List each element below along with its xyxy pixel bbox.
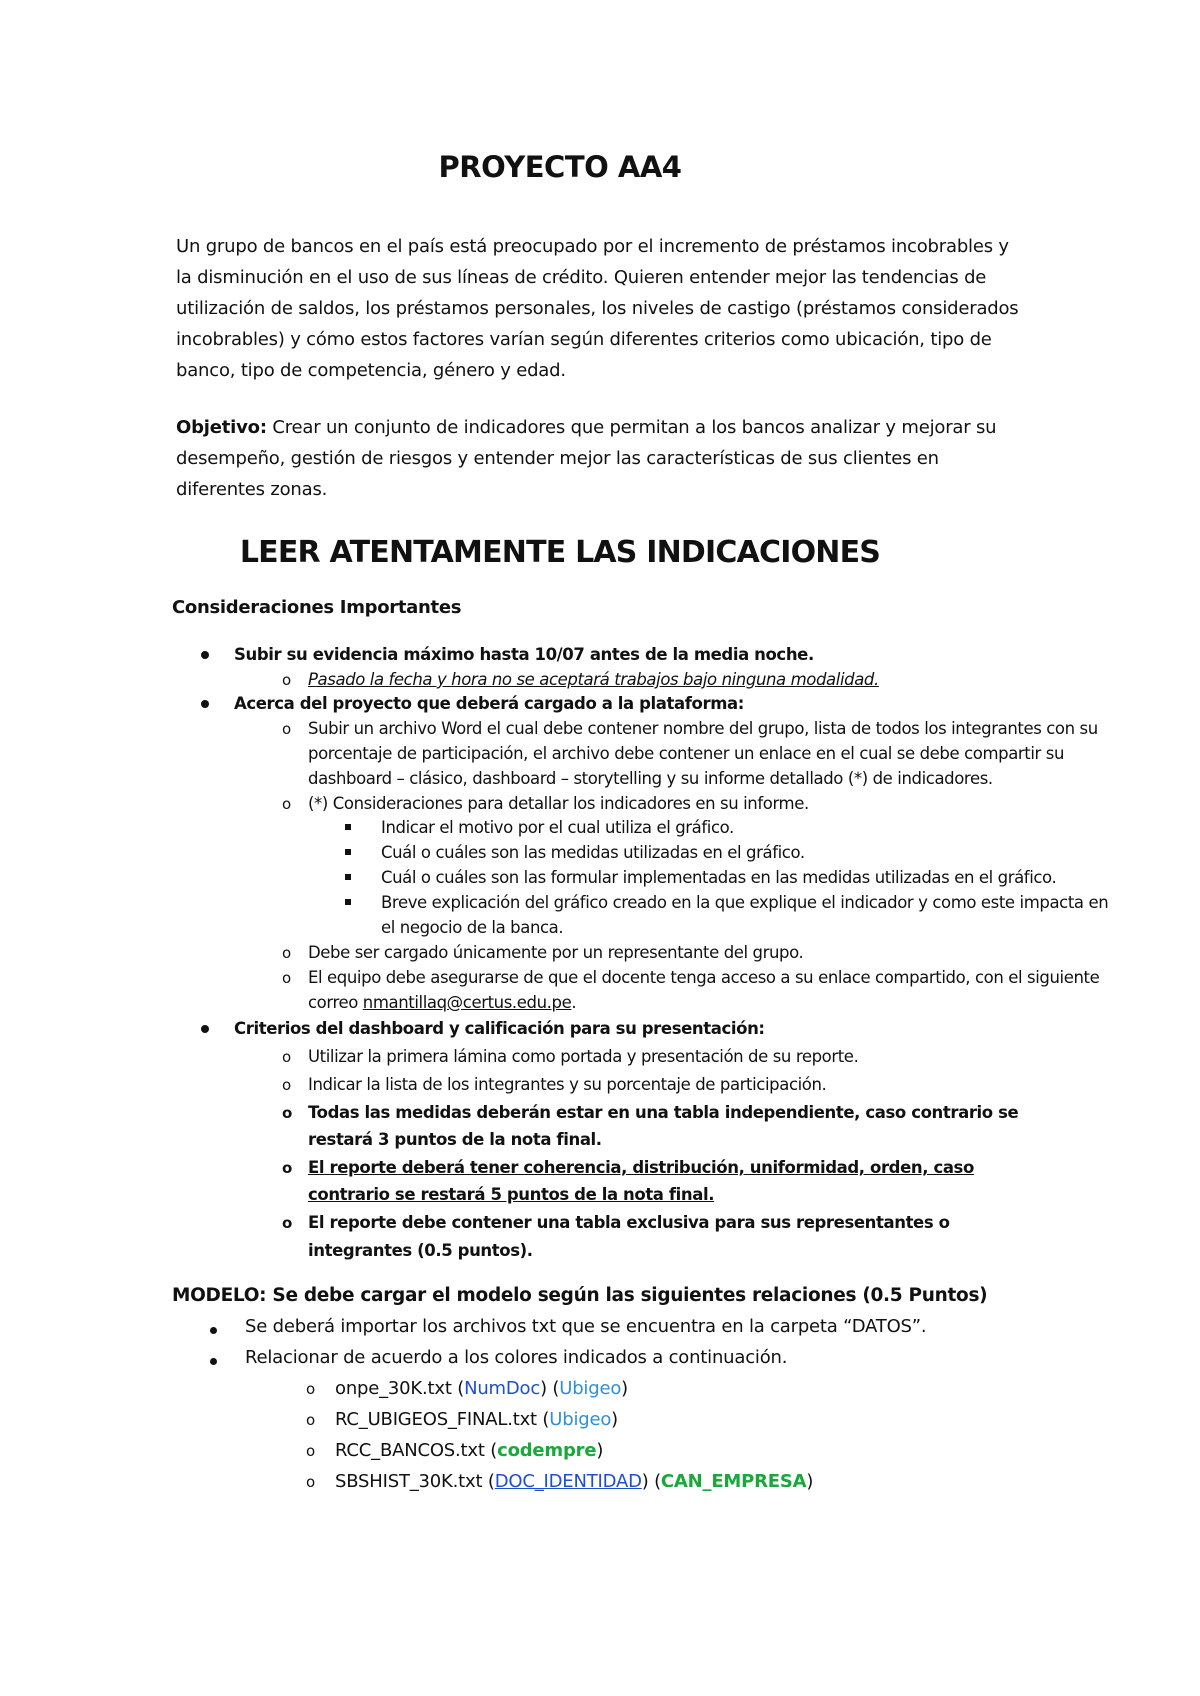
key-field: CAN_EMPRESA <box>660 1471 807 1492</box>
list-item: El equipo debe asegurarse de que el docente tenga acceso a su enlace compartido, con el siguiente <box>308 968 1100 987</box>
key-field: codempre <box>497 1440 597 1461</box>
circle-bullet-icon: o <box>282 969 291 987</box>
circle-bullet-icon: o <box>282 1104 292 1122</box>
list-item: Todas las medidas deberán estar en una tabla independiente, caso contrario se <box>308 1103 1019 1122</box>
file-name: onpe_30K.txt <box>335 1378 452 1399</box>
page-title: PROYECTO AA4 <box>438 150 682 184</box>
list-item: el negocio de la banca. <box>381 918 564 937</box>
list-item: integrantes (0.5 puntos). <box>308 1241 533 1260</box>
email-suffix: . <box>571 993 577 1012</box>
objective-paragraph <box>176 412 1056 505</box>
circle-bullet-icon: o <box>282 1048 291 1066</box>
intro-line: la disminución en el uso de sus líneas de crédito. Quieren entender mejor las tendencias de <box>176 267 987 288</box>
square-bullet-icon <box>345 849 351 855</box>
list-item: Acerca del proyecto que deberá cargado a la plataforma: <box>234 694 744 713</box>
modelo-title: MODELO: Se debe cargar el modelo según las siguientes relaciones (0.5 Puntos) <box>172 1285 988 1306</box>
key-field: DOC_IDENTIDAD <box>494 1471 642 1492</box>
list-item: Subir su evidencia máximo hasta 10/07 antes de la media noche. <box>234 645 814 664</box>
circle-bullet-icon: o <box>282 1214 292 1232</box>
circle-bullet-icon: o <box>282 1076 291 1094</box>
bullet-icon <box>201 651 209 659</box>
bullet-icon <box>201 700 209 708</box>
circle-bullet-icon: o <box>282 671 291 689</box>
email-prefix: correo <box>308 993 363 1012</box>
bullet-icon <box>210 1327 217 1334</box>
file-item: RC_UBIGEOS_FINAL.txt (Ubigeo) <box>335 1409 618 1430</box>
list-item: Criterios del dashboard y calificación para su presentación: <box>234 1019 765 1038</box>
bullet-icon <box>210 1358 217 1365</box>
list-item: Utilizar la primera lámina como portada y presentación de su reporte. <box>308 1047 859 1066</box>
circle-bullet-icon: o <box>282 795 291 813</box>
square-bullet-icon <box>345 824 351 830</box>
square-bullet-icon <box>345 899 351 905</box>
objective-text: Crear un conjunto de indicadores que permitan a los bancos analizar y mejorar su <box>266 417 997 438</box>
objective-label: Objetivo: <box>176 417 267 438</box>
file-name: SBSHIST_30K.txt <box>335 1471 483 1492</box>
intro-line: Un grupo de bancos en el país está preocupado por el incremento de préstamos incobrables y <box>176 236 1009 257</box>
intro-line: incobrables) y cómo estos factores varían según diferentes criterios como ubicación, tipo de <box>176 329 992 350</box>
list-item: Pasado la fecha y hora no se aceptará trabajos bajo ninguna modalidad. <box>308 670 879 689</box>
circle-bullet-icon: o <box>282 720 291 738</box>
key-field: Ubigeo <box>549 1409 612 1430</box>
list-item: El reporte deberá tener coherencia, distribución, uniformidad, orden, caso <box>308 1158 974 1177</box>
square-bullet-icon <box>345 874 351 880</box>
file-item: SBSHIST_30K.txt (DOC_IDENTIDAD) (CAN_EMPRESA) <box>335 1471 814 1492</box>
objective-text: diferentes zonas. <box>176 479 328 500</box>
list-item <box>308 990 576 1015</box>
list-item: porcentaje de participación, el archivo debe contener un enlace en el cual se debe compartir su <box>308 744 1065 763</box>
list-item: Debe ser cargado únicamente por un representante del grupo. <box>308 943 804 962</box>
key-field: NumDoc <box>464 1378 541 1399</box>
objective-text: desempeño, gestión de riesgos y entender mejor las características de sus clientes en <box>176 448 939 469</box>
list-item: Indicar el motivo por el cual utiliza el gráfico. <box>381 818 734 837</box>
intro-line: banco, tipo de competencia, género y edad. <box>176 360 566 381</box>
circle-bullet-icon: o <box>306 1411 315 1429</box>
file-item: onpe_30K.txt (NumDoc) (Ubigeo) <box>335 1378 628 1399</box>
instructions-heading: LEER ATENTAMENTE LAS INDICACIONES <box>239 535 881 570</box>
circle-bullet-icon: o <box>282 944 291 962</box>
list-item: Relacionar de acuerdo a los colores indicados a continuación. <box>245 1347 788 1368</box>
file-name: RC_UBIGEOS_FINAL.txt <box>335 1409 537 1430</box>
bullet-icon <box>201 1025 209 1033</box>
intro-paragraph <box>176 231 1056 386</box>
circle-bullet-icon: o <box>306 1473 315 1491</box>
file-item: RCC_BANCOS.txt (codempre) <box>335 1440 604 1461</box>
list-item: Cuál o cuáles son las formular implementadas en las medidas utilizadas en el gráfico. <box>381 868 1057 887</box>
email-link[interactable]: nmantillaq@certus.edu.pe <box>362 993 572 1012</box>
considerations-title: Consideraciones Importantes <box>172 597 462 618</box>
list-item: dashboard – clásico, dashboard – storytelling y su informe detallado (*) de indicadores. <box>308 769 993 788</box>
circle-bullet-icon: o <box>306 1442 315 1460</box>
list-item: (*) Consideraciones para detallar los indicadores en su informe. <box>308 794 809 813</box>
list-item: contrario se restará 5 puntos de la nota final. <box>308 1185 715 1204</box>
circle-bullet-icon: o <box>282 1159 292 1177</box>
list-item: Subir un archivo Word el cual debe contener nombre del grupo, lista de todos los integrantes con su <box>308 719 1098 738</box>
circle-bullet-icon: o <box>306 1380 315 1398</box>
list-item: Breve explicación del gráfico creado en la que explique el indicador y como este impacta en <box>381 893 1109 912</box>
list-item: Se deberá importar los archivos txt que se encuentra en la carpeta “DATOS”. <box>245 1316 927 1337</box>
list-item: Indicar la lista de los integrantes y su porcentaje de participación. <box>308 1075 827 1094</box>
file-name: RCC_BANCOS.txt <box>335 1440 485 1461</box>
list-item: El reporte debe contener una tabla exclusiva para sus representantes o <box>308 1213 950 1232</box>
key-field: Ubigeo <box>559 1378 622 1399</box>
list-item: Cuál o cuáles son las medidas utilizadas en el gráfico. <box>381 843 805 862</box>
intro-line: utilización de saldos, los préstamos personales, los niveles de castigo (préstamos considerados <box>176 298 1019 319</box>
list-item: restará 3 puntos de la nota final. <box>308 1130 602 1149</box>
